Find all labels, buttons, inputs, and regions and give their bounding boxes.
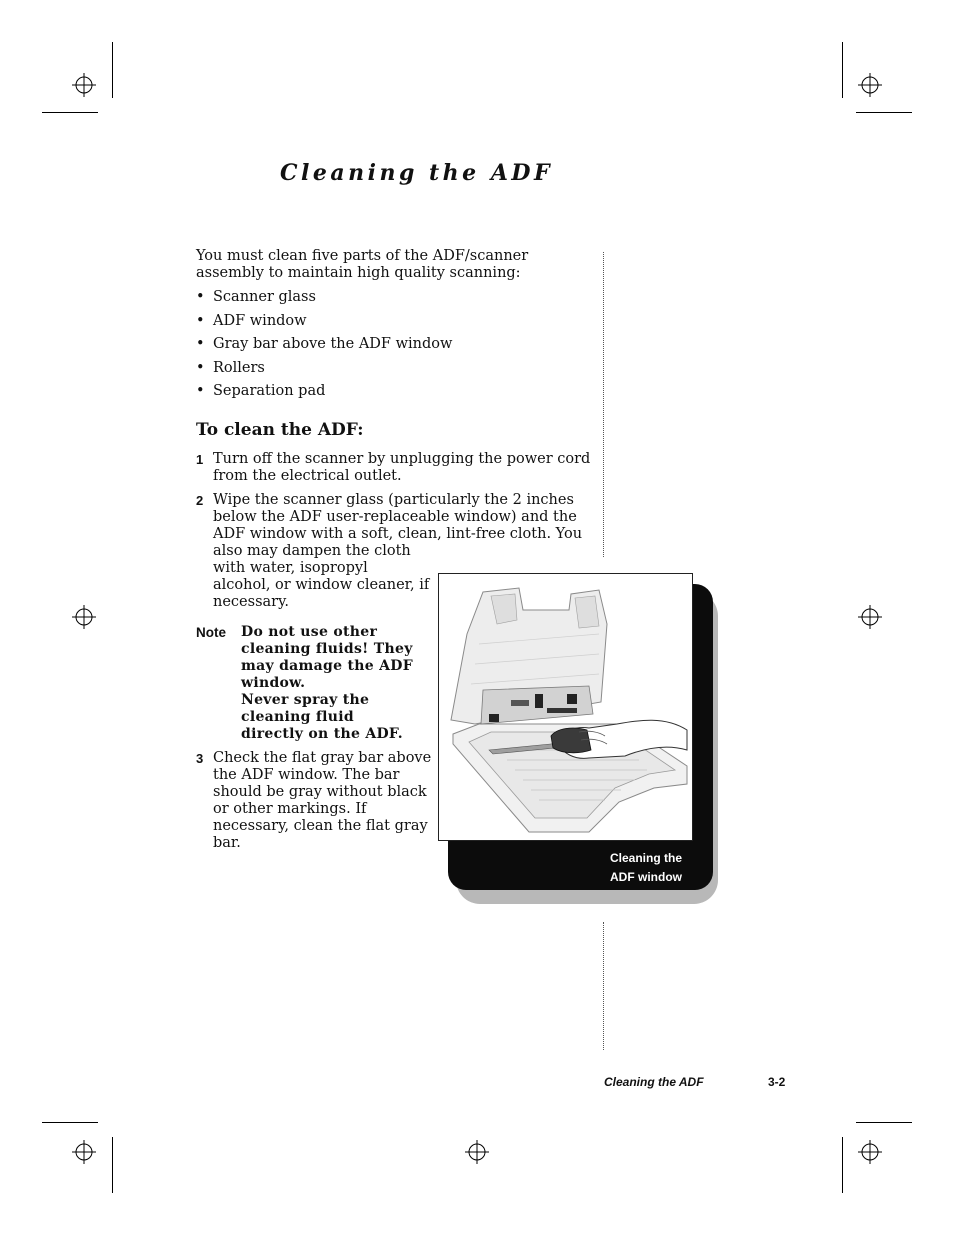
text-line: alcohol, or window cleaner, if (213, 577, 430, 593)
step-number: 2 (196, 493, 204, 508)
list-item: • ADF window (196, 313, 452, 337)
registration-mark-icon (465, 1140, 489, 1164)
text-line: bar. (213, 835, 241, 851)
figure-frame (438, 573, 693, 841)
text-line: Turn off the scanner by unplugging the power cord (213, 451, 591, 467)
margin-rule (603, 252, 604, 557)
step-3-text (213, 750, 431, 852)
list-item: • Rollers (196, 360, 452, 384)
text-line: directly on the ADF. (241, 726, 403, 742)
crop-mark (112, 42, 113, 98)
intro-paragraph: You must clean five parts of the ADF/scanner assembly to maintain high quality scanning: (196, 248, 529, 281)
text-line: ADF window with a soft, clean, lint-free cloth. You (213, 526, 583, 542)
text-line: cleaning fluids! They (241, 641, 413, 657)
list-item: • Scanner glass (196, 289, 452, 313)
note-label: Note (196, 625, 226, 640)
text-line: window. (241, 675, 306, 691)
text-line: should be gray without black (213, 784, 427, 800)
registration-mark-icon (858, 1140, 882, 1164)
list-item: • Separation pad (196, 383, 452, 407)
registration-mark-icon (858, 73, 882, 97)
text-line: the ADF window. The bar (213, 767, 400, 783)
list-item: • Gray bar above the ADF window (196, 336, 452, 360)
registration-mark-icon (72, 1140, 96, 1164)
text-line: necessary, clean the flat gray (213, 818, 428, 834)
caption-line: ADF window (610, 870, 682, 884)
crop-mark (856, 112, 912, 113)
registration-mark-icon (72, 73, 96, 97)
text-line: Check the flat gray bar above (213, 750, 432, 766)
text-line: also may dampen the cloth (213, 543, 411, 559)
crop-mark (42, 112, 98, 113)
caption-line: Cleaning the (609, 851, 682, 865)
page-title: Cleaning the ADF (280, 160, 554, 186)
procedure-heading: To clean the ADF: (196, 420, 364, 440)
crop-mark (856, 1122, 912, 1123)
crop-mark (842, 1137, 843, 1193)
note-text (241, 624, 413, 743)
text-line: with water, isopropyl (213, 560, 368, 576)
text-line: or other markings. If (213, 801, 367, 817)
page-number: 3-2 (768, 1075, 786, 1089)
scanner-adf-cleaning-illustration-icon (439, 574, 692, 840)
text-line: Never spray the (241, 692, 370, 708)
text-line: Do not use other (241, 624, 378, 640)
registration-mark-icon (858, 605, 882, 629)
text-line: below the ADF user-replaceable window) and the (213, 509, 577, 525)
step-number: 3 (196, 751, 204, 766)
crop-mark (112, 1137, 113, 1193)
footer-section-title: Cleaning the ADF (604, 1075, 704, 1089)
margin-rule (603, 922, 604, 1050)
text-line: Wipe the scanner glass (particularly the 2 inches (213, 492, 574, 508)
step-1-text (213, 451, 590, 485)
text-line: from the electrical outlet. (213, 468, 402, 484)
figure-caption (560, 849, 682, 887)
registration-mark-icon (72, 605, 96, 629)
parts-list (196, 289, 452, 407)
crop-mark (842, 42, 843, 98)
crop-mark (42, 1122, 98, 1123)
step-number: 1 (196, 452, 204, 467)
text-line: cleaning fluid (241, 709, 354, 725)
text-line: necessary. (213, 594, 289, 610)
text-line: may damage the ADF (241, 658, 413, 674)
